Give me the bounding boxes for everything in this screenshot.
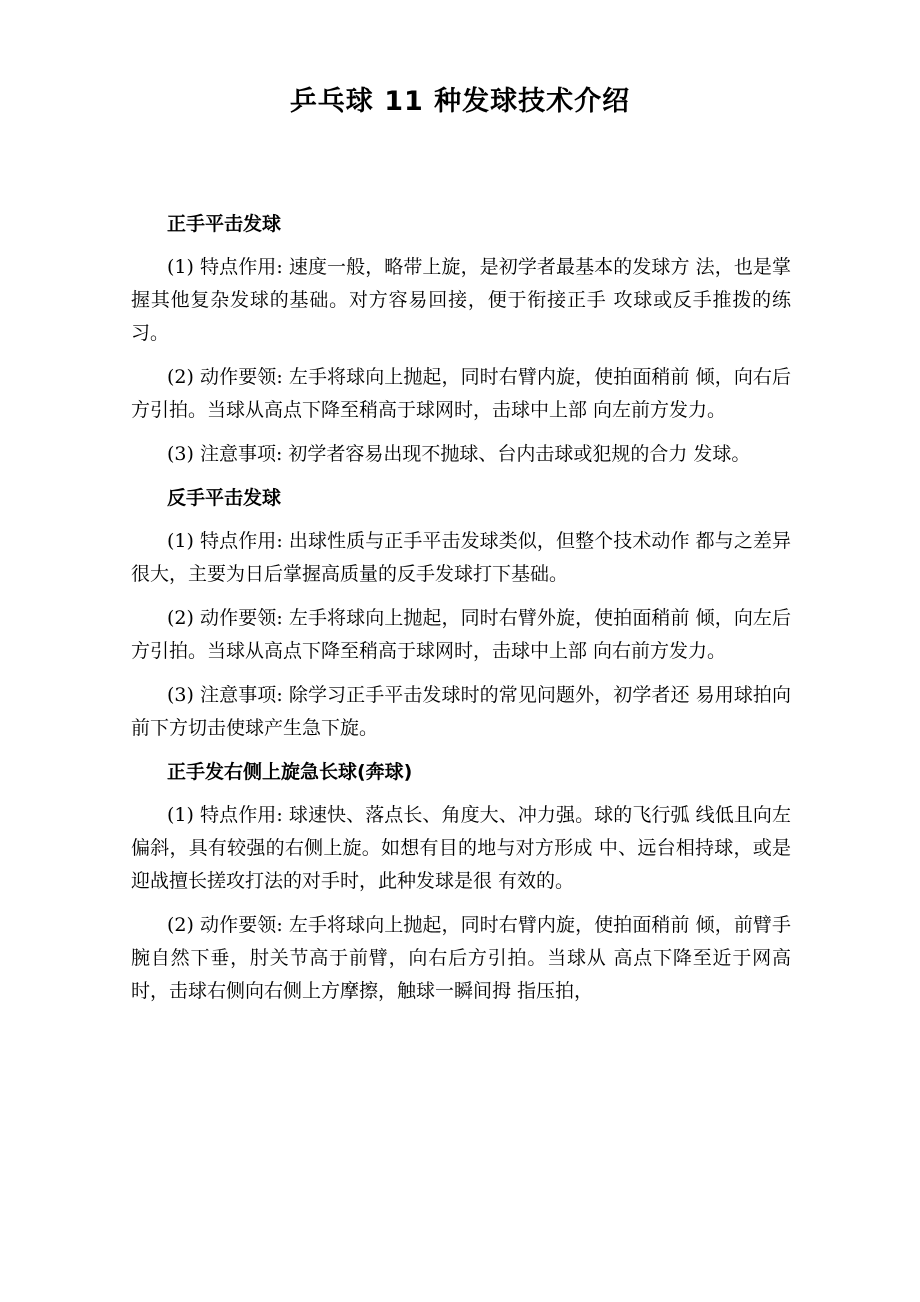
- paragraph: (3) 注意事项: 初学者容易出现不抛球、台内击球或犯规的合力 发球。: [167, 443, 751, 465]
- paragraph: (1) 特点作用: 球速快、落点长、角度大、冲力强。球的飞行弧 线低且向左偏斜，具有较强的右侧上旋。如想有目的地与对方形成 中、远台相持球，或是迎战擅长搓攻打法的对手时，此种发球是很 有效的。: [131, 804, 791, 892]
- section-forehand-flat-serve: [131, 208, 791, 471]
- paragraph: (3) 注意事项: 除学习正手平击发球时的常见问题外，初学者还 易用球拍向前下方切击使球产生急下旋。: [131, 684, 791, 739]
- paragraph: (2) 动作要领: 左手将球向上抛起，同时右臂内旋，使拍面稍前 倾，向右后方引拍。当球从高点下降至稍高于球网时，击球中上部 向左前方发力。: [131, 366, 791, 421]
- paragraph: (1) 特点作用: 出球性质与正手平击发球类似，但整个技术动作 都与之差异很大，主要为日后掌握高质量的反手发球打下基础。: [131, 530, 791, 585]
- section-heading: 反手平击发球: [167, 487, 282, 509]
- paragraph: (2) 动作要领: 左手将球向上抛起，同时右臂外旋，使拍面稍前 倾，向左后方引拍。当球从高点下降至稍高于球网时，击球中上部 向右前方发力。: [131, 607, 791, 662]
- section-backhand-flat-serve: [131, 482, 791, 745]
- document-title: 乒乓球 11 种发球技术介绍: [289, 86, 631, 117]
- section-heading: 正手发右侧上旋急长球(奔球): [167, 761, 413, 783]
- section-forehand-sidespin-long-serve: [131, 756, 791, 1008]
- paragraph: (2) 动作要领: 左手将球向上抛起，同时右臂内旋，使拍面稍前 倾，前臂手腕自然下垂，肘关节高于前臂，向右后方引拍。当球从 高点下降至近于网高时，击球右侧向右侧上方摩擦，触球一瞬间拇 指压拍，: [131, 914, 791, 1002]
- paragraph: (1) 特点作用: 速度一般，略带上旋，是初学者最基本的发球方 法，也是掌握其他复杂发球的基础。对方容易回接，便于衔接正手 攻球或反手推拨的练习。: [131, 256, 791, 344]
- document-body: [131, 208, 791, 1019]
- section-heading: 正手平击发球: [167, 213, 282, 235]
